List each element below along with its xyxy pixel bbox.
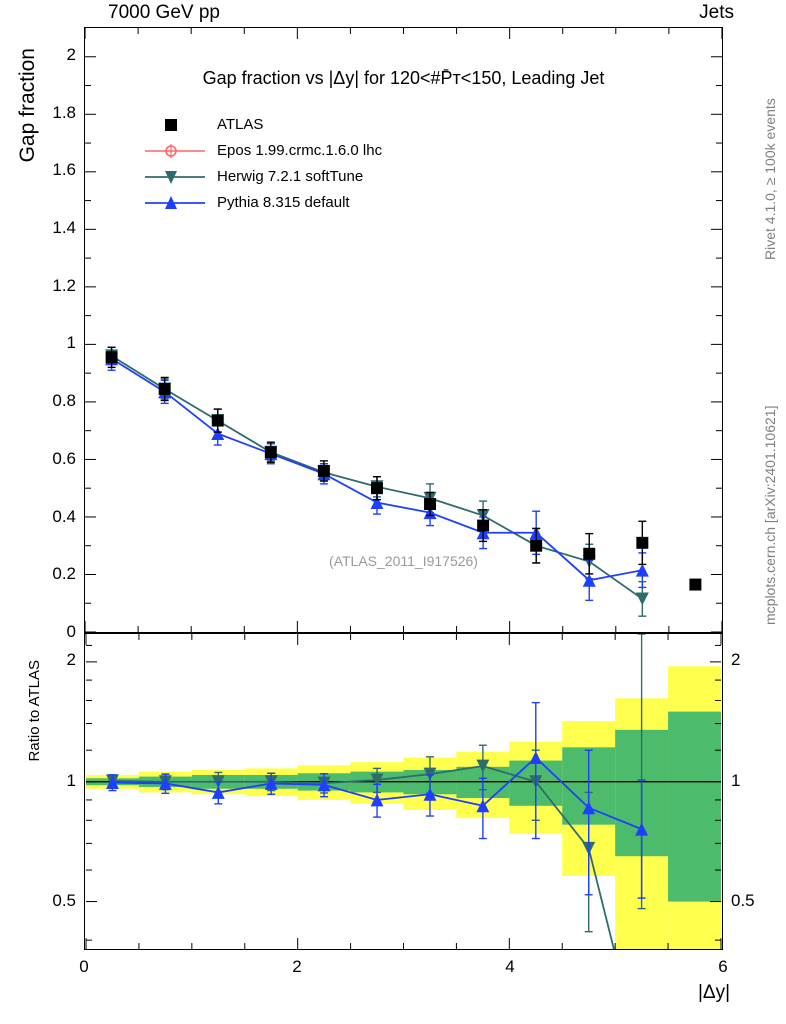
ratio-inner-band bbox=[668, 712, 721, 902]
y-tick-label: 0.4 bbox=[52, 506, 76, 526]
y-tick-label: 0.2 bbox=[52, 564, 76, 584]
legend-label: Herwig 7.2.1 softTune bbox=[217, 168, 364, 185]
main-plot-panel bbox=[84, 27, 723, 633]
ratio-y-tick-label: 2 bbox=[66, 650, 76, 670]
header-right-label: Jets bbox=[699, 2, 734, 23]
legend-label: Epos 1.99.crmc.1.6.0 lhc bbox=[217, 142, 383, 159]
ratio-y-tick-label-right: 1 bbox=[731, 770, 741, 790]
data-point-marker bbox=[212, 415, 224, 427]
y-tick-label: 1.6 bbox=[52, 160, 76, 180]
x-tick-label: 6 bbox=[718, 957, 728, 976]
y-tick-label: 1.2 bbox=[52, 275, 76, 295]
x-axis-title: |Δy| bbox=[697, 982, 730, 1003]
data-point-marker bbox=[636, 592, 649, 605]
x-tick-label: 4 bbox=[505, 957, 515, 976]
ratio-y-tick-label: 1 bbox=[66, 770, 76, 790]
data-point-marker bbox=[636, 537, 648, 549]
dataset-watermark: (ATLAS_2011_I917526) bbox=[329, 553, 478, 569]
ratio-y-tick-label-right: 0.5 bbox=[731, 891, 755, 911]
x-tick-label: 0 bbox=[79, 957, 89, 976]
y-tick-label: 1.4 bbox=[52, 218, 76, 237]
y-tick-label: 0 bbox=[66, 622, 76, 641]
main-y-axis-title: Gap fraction bbox=[16, 48, 39, 163]
main-plot-canvas bbox=[85, 28, 722, 632]
ratio-y-tick-label-right: 2 bbox=[731, 650, 741, 670]
y-tick-label: 2 bbox=[66, 44, 76, 64]
data-point-marker bbox=[159, 383, 171, 395]
ratio-plot-panel bbox=[84, 633, 723, 950]
data-point-marker bbox=[530, 540, 542, 552]
legend-label: Pythia 8.315 default bbox=[217, 194, 350, 211]
ratio-y-tick-label: 0.5 bbox=[52, 891, 76, 911]
data-point-marker bbox=[424, 498, 436, 510]
data-point-marker bbox=[689, 579, 701, 591]
data-point-marker bbox=[106, 351, 118, 363]
data-point-marker bbox=[371, 482, 383, 494]
data-point-marker bbox=[583, 548, 595, 560]
ratio-y-axis-title: Ratio to ATLAS bbox=[26, 660, 43, 762]
ratio-plot-canvas bbox=[85, 634, 722, 949]
y-tick-label: 1.8 bbox=[52, 102, 76, 122]
y-tick-label: 1 bbox=[66, 333, 76, 353]
plot-title: Gap fraction vs |Δy| for 120<#P̄ᴛ<150, Leading Jet bbox=[202, 68, 605, 88]
arxiv-caption: mcplots.cern.ch [arXiv:2401.10621] bbox=[762, 405, 778, 625]
y-tick-label: 0.6 bbox=[52, 448, 76, 468]
data-point-marker bbox=[265, 446, 277, 458]
rivet-caption: Rivet 4.1.0, ≥ 100k events bbox=[762, 98, 778, 260]
series-line bbox=[112, 359, 643, 580]
header-left-label: 7000 GeV pp bbox=[108, 2, 220, 23]
data-point-marker bbox=[318, 465, 330, 477]
legend-label: ATLAS bbox=[217, 116, 264, 133]
x-tick-label: 2 bbox=[292, 957, 302, 976]
data-point-marker bbox=[477, 520, 489, 532]
y-tick-label: 0.8 bbox=[52, 391, 76, 411]
